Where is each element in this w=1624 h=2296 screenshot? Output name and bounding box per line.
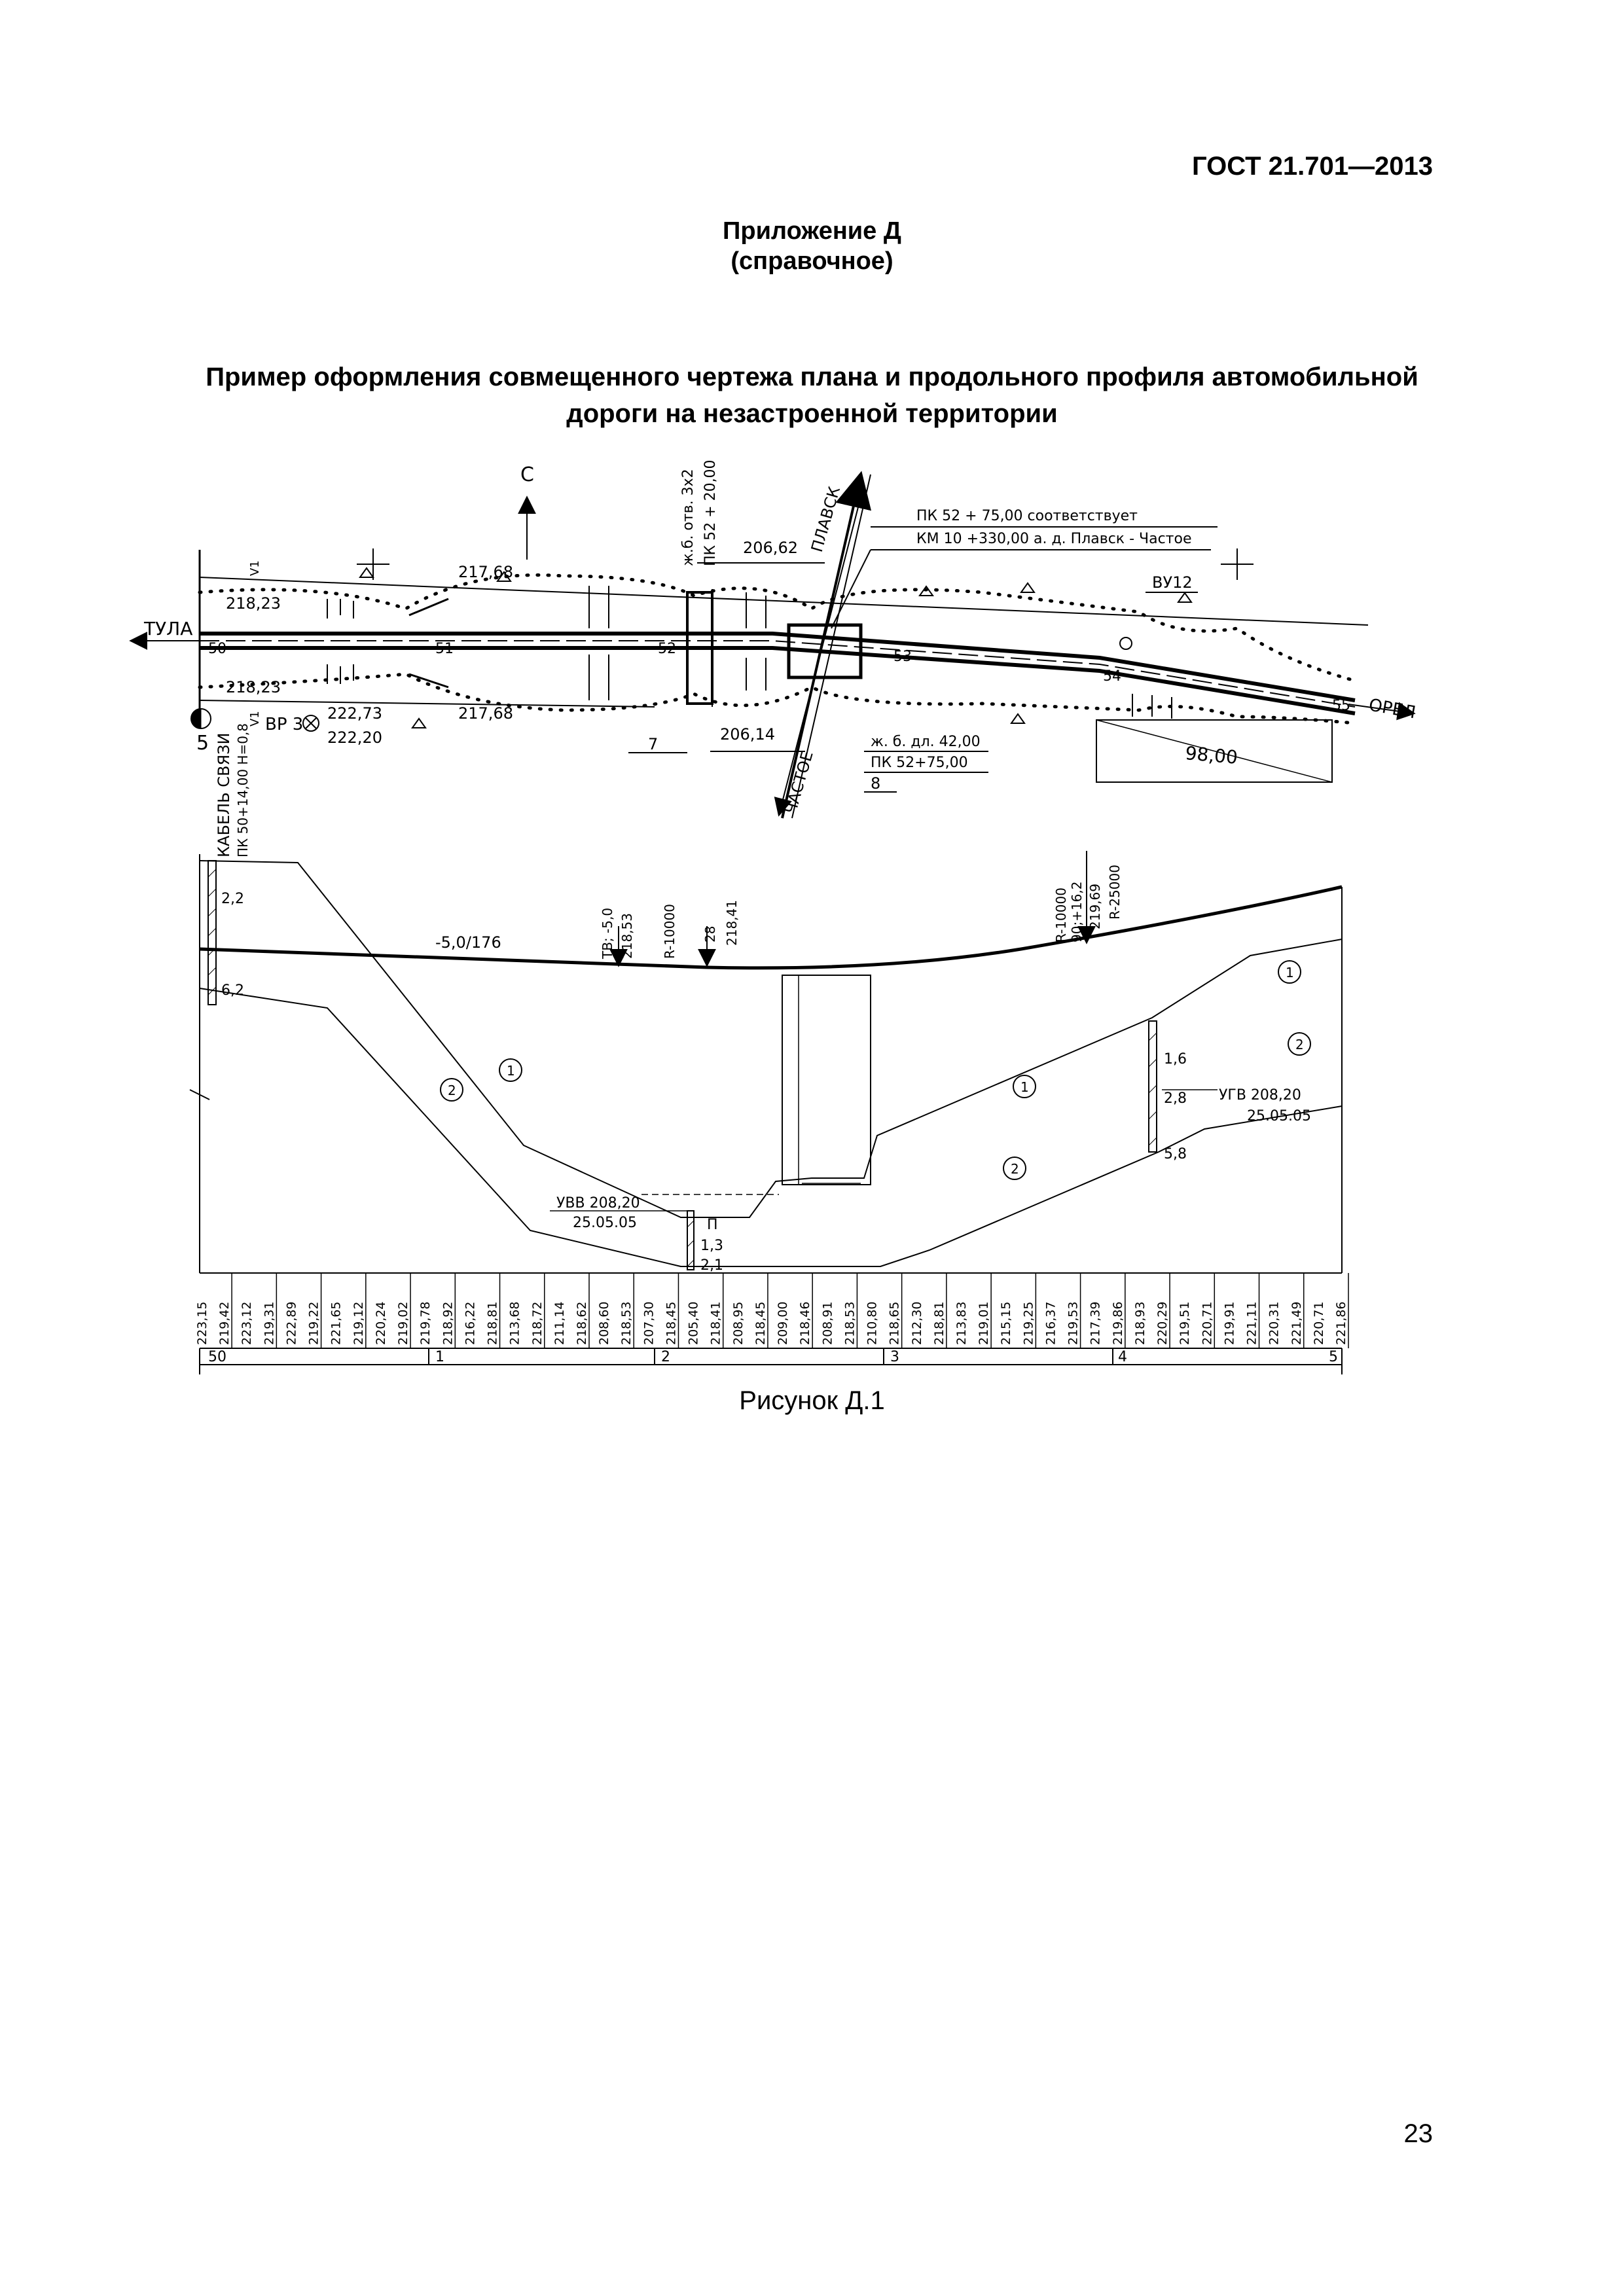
- elevation-value: 218,53: [842, 1301, 857, 1345]
- depth-5-8: 5,8: [1164, 1146, 1187, 1162]
- elev-218-top: 218,23: [226, 594, 281, 613]
- picket-number: 4: [1118, 1349, 1127, 1365]
- elevation-value: 217,39: [1088, 1301, 1103, 1345]
- elevation-value: 210,80: [865, 1301, 880, 1345]
- ugv-label: УГВ 208,20: [1219, 1087, 1301, 1103]
- elevation-value: 221,65: [329, 1301, 344, 1345]
- elev-206-top: 206,62: [743, 539, 798, 557]
- elev-206-bot: 206,14: [720, 725, 775, 744]
- layer-2-a: 2: [448, 1083, 456, 1098]
- elevation-value: 205,40: [686, 1301, 701, 1345]
- pk-51: 51: [435, 641, 454, 657]
- curve-elev: 219,69: [1087, 884, 1103, 929]
- vertex-elev: 218,53: [619, 913, 635, 959]
- pk-50: 50: [208, 641, 226, 657]
- min-point: 28: [702, 925, 718, 942]
- layer-2-c: 2: [1295, 1037, 1304, 1052]
- elevation-value: 218,72: [530, 1301, 545, 1345]
- profile-number: 5: [196, 732, 209, 755]
- elevation-value: 223,15: [195, 1301, 209, 1345]
- depth-2-1: 2,1: [700, 1257, 723, 1274]
- elevation-value: 219,78: [418, 1301, 433, 1345]
- pipe-label: ж.б. отв. 3х2: [680, 469, 696, 566]
- elevation-value: 219,51: [1178, 1301, 1193, 1345]
- elevation-value: 207,30: [641, 1301, 657, 1345]
- cable-label: КАБЕЛЬ СВЯЗИ: [215, 732, 233, 857]
- depth-2-8: 2,8: [1164, 1090, 1187, 1107]
- elev-217-bot: 217,68: [458, 704, 513, 723]
- elevation-value: 216,22: [463, 1301, 478, 1345]
- v1-bottom: V1: [248, 711, 262, 726]
- plavsk-label: ПЛАВСК: [807, 484, 844, 554]
- picket-number: 3: [890, 1349, 899, 1365]
- elevation-value: 219,53: [1066, 1301, 1081, 1345]
- elevation-value: 212,30: [909, 1301, 924, 1345]
- elevation-value: 220,24: [373, 1301, 388, 1345]
- bridge-length: ж. б. дл. 42,00: [871, 734, 981, 750]
- elevation-value: 220,71: [1200, 1301, 1215, 1345]
- note-line-2: КМ 10 +330,00 а. д. Плавск - Частое: [916, 531, 1192, 547]
- elevation-value: 218,53: [619, 1301, 634, 1345]
- elevation-value: 211,14: [552, 1301, 567, 1345]
- elevation-value: 218,93: [1132, 1301, 1147, 1345]
- appendix-title: Приложение Д: [723, 217, 901, 245]
- elevation-value: 220,29: [1155, 1301, 1170, 1345]
- curve-r1: R-10000: [1053, 888, 1069, 942]
- chastoe-label: ЧАСТОЕ: [781, 749, 817, 816]
- note-line-1: ПК 52 + 75,00 соответствует: [916, 508, 1138, 524]
- picket-number: 1: [435, 1349, 444, 1365]
- elevation-value: 219,12: [351, 1301, 366, 1345]
- pile-label: П: [707, 1217, 718, 1233]
- elevation-value: 218,41: [708, 1301, 723, 1345]
- elevation-value: 221,49: [1289, 1301, 1304, 1345]
- title-line-1: Пример оформления совмещенного чертежа плана и продольного профиля автомобильной: [206, 363, 1418, 391]
- elevation-value: 220,31: [1267, 1301, 1282, 1345]
- elevation-value: 209,00: [776, 1301, 791, 1345]
- depth-2-2: 2,2: [221, 891, 244, 907]
- elevation-value: 218,92: [441, 1301, 456, 1345]
- elevation-value: 218,45: [753, 1301, 768, 1345]
- elevation-value: 221,11: [1244, 1301, 1259, 1345]
- elevation-value: 220,71: [1311, 1301, 1326, 1345]
- length-98: 98,00: [1184, 742, 1239, 768]
- orel-label: ОРЕЛ: [1367, 695, 1418, 723]
- plan-labels: [143, 459, 1417, 857]
- elevation-value: 219,02: [396, 1301, 411, 1345]
- elevation-value: 218,62: [575, 1301, 589, 1345]
- picket-numbers: [208, 1349, 1338, 1365]
- layer-1-c: 1: [1286, 965, 1294, 980]
- title-line-2: дороги на незастроенной территории: [566, 399, 1058, 428]
- grade-slope: -5,0/176: [435, 933, 501, 952]
- north-label: С: [520, 463, 534, 486]
- elevation-value: 218,81: [931, 1301, 947, 1345]
- layer-1-a: 1: [507, 1063, 515, 1079]
- uvv-label: УВВ 208,20: [556, 1195, 640, 1211]
- profile-view: [190, 851, 1348, 1374]
- elevation-value: 216,37: [1043, 1301, 1058, 1345]
- figure-caption: Рисунок Д.1: [739, 1386, 885, 1415]
- pk-53: 53: [893, 649, 912, 665]
- pk-52: 52: [658, 641, 676, 657]
- depth-1-3: 1,3: [700, 1238, 723, 1254]
- elevation-value: 219,31: [262, 1301, 277, 1345]
- elevation-value: 208,95: [731, 1301, 746, 1345]
- callout-8: 8: [871, 774, 881, 793]
- elevation-value: 219,91: [1222, 1301, 1237, 1345]
- callout-7: 7: [648, 735, 659, 753]
- elevation-value: 219,22: [306, 1301, 321, 1345]
- vu-label: ВУ12: [1152, 573, 1193, 592]
- elevation-value: 222,89: [284, 1301, 299, 1345]
- picket-number: 50: [208, 1349, 226, 1365]
- elev-217-top: 217,68: [458, 563, 513, 581]
- appendix-type: (справочное): [731, 247, 893, 275]
- elevation-value: 219,01: [977, 1301, 992, 1345]
- uvv-date: 25.05.05: [573, 1215, 637, 1231]
- ugv-date: 25.05.05: [1247, 1108, 1311, 1124]
- pk-54: 54: [1103, 668, 1121, 685]
- cable-pk: ПК 50+14,00 Н=0,8: [235, 723, 251, 857]
- curve-radius: R-10000: [662, 904, 677, 959]
- picket-number: 5: [1329, 1349, 1338, 1365]
- elevation-value: 208,60: [597, 1301, 612, 1345]
- elevation-value: 213,83: [954, 1301, 969, 1345]
- elevation-value: 219,86: [1110, 1301, 1125, 1345]
- min-elev: 218,41: [724, 900, 740, 946]
- curve-pk: 90;+16,2: [1069, 881, 1085, 942]
- tula-label: ТУЛА: [144, 618, 193, 639]
- vr-label: ВР 3: [265, 715, 304, 734]
- standard-header: ГОСТ 21.701—2013: [1191, 152, 1433, 181]
- vr-value-2: 222,20: [327, 728, 382, 747]
- elevation-value: 218,46: [798, 1301, 813, 1345]
- page-number: 23: [1403, 2119, 1433, 2148]
- layer-1-b: 1: [1020, 1079, 1029, 1095]
- elevation-value: 218,45: [664, 1301, 679, 1345]
- elevation-value: 219,25: [1021, 1301, 1036, 1345]
- elevation-values: [195, 1302, 1348, 1345]
- elevation-value: 213,68: [507, 1301, 522, 1345]
- elevation-value: 218,81: [485, 1301, 500, 1345]
- pipe-pk: ПК 52 + 20,00: [702, 459, 719, 566]
- elevation-value: 215,15: [999, 1301, 1014, 1345]
- picket-number: 2: [661, 1349, 670, 1365]
- curve-r2: R-25000: [1107, 865, 1123, 920]
- depth-1-6: 1,6: [1164, 1051, 1187, 1067]
- elevation-value: 219,42: [217, 1301, 232, 1345]
- vertex-break: ТВ; -5,0: [600, 907, 615, 959]
- bridge-pk: ПК 52+75,00: [871, 755, 968, 771]
- depth-6-2: 6,2: [221, 982, 244, 999]
- elevation-value: 223,12: [240, 1301, 255, 1345]
- vr-value-1: 222,73: [327, 704, 382, 723]
- layer-2-b: 2: [1011, 1161, 1019, 1177]
- elev-218-bot: 218,23: [226, 678, 281, 696]
- elevation-value: 221,86: [1334, 1301, 1348, 1345]
- pk-55: 55: [1332, 698, 1350, 714]
- elevation-value: 218,65: [887, 1301, 902, 1345]
- v1-top: V1: [248, 560, 262, 576]
- elevation-value: 208,91: [820, 1301, 835, 1345]
